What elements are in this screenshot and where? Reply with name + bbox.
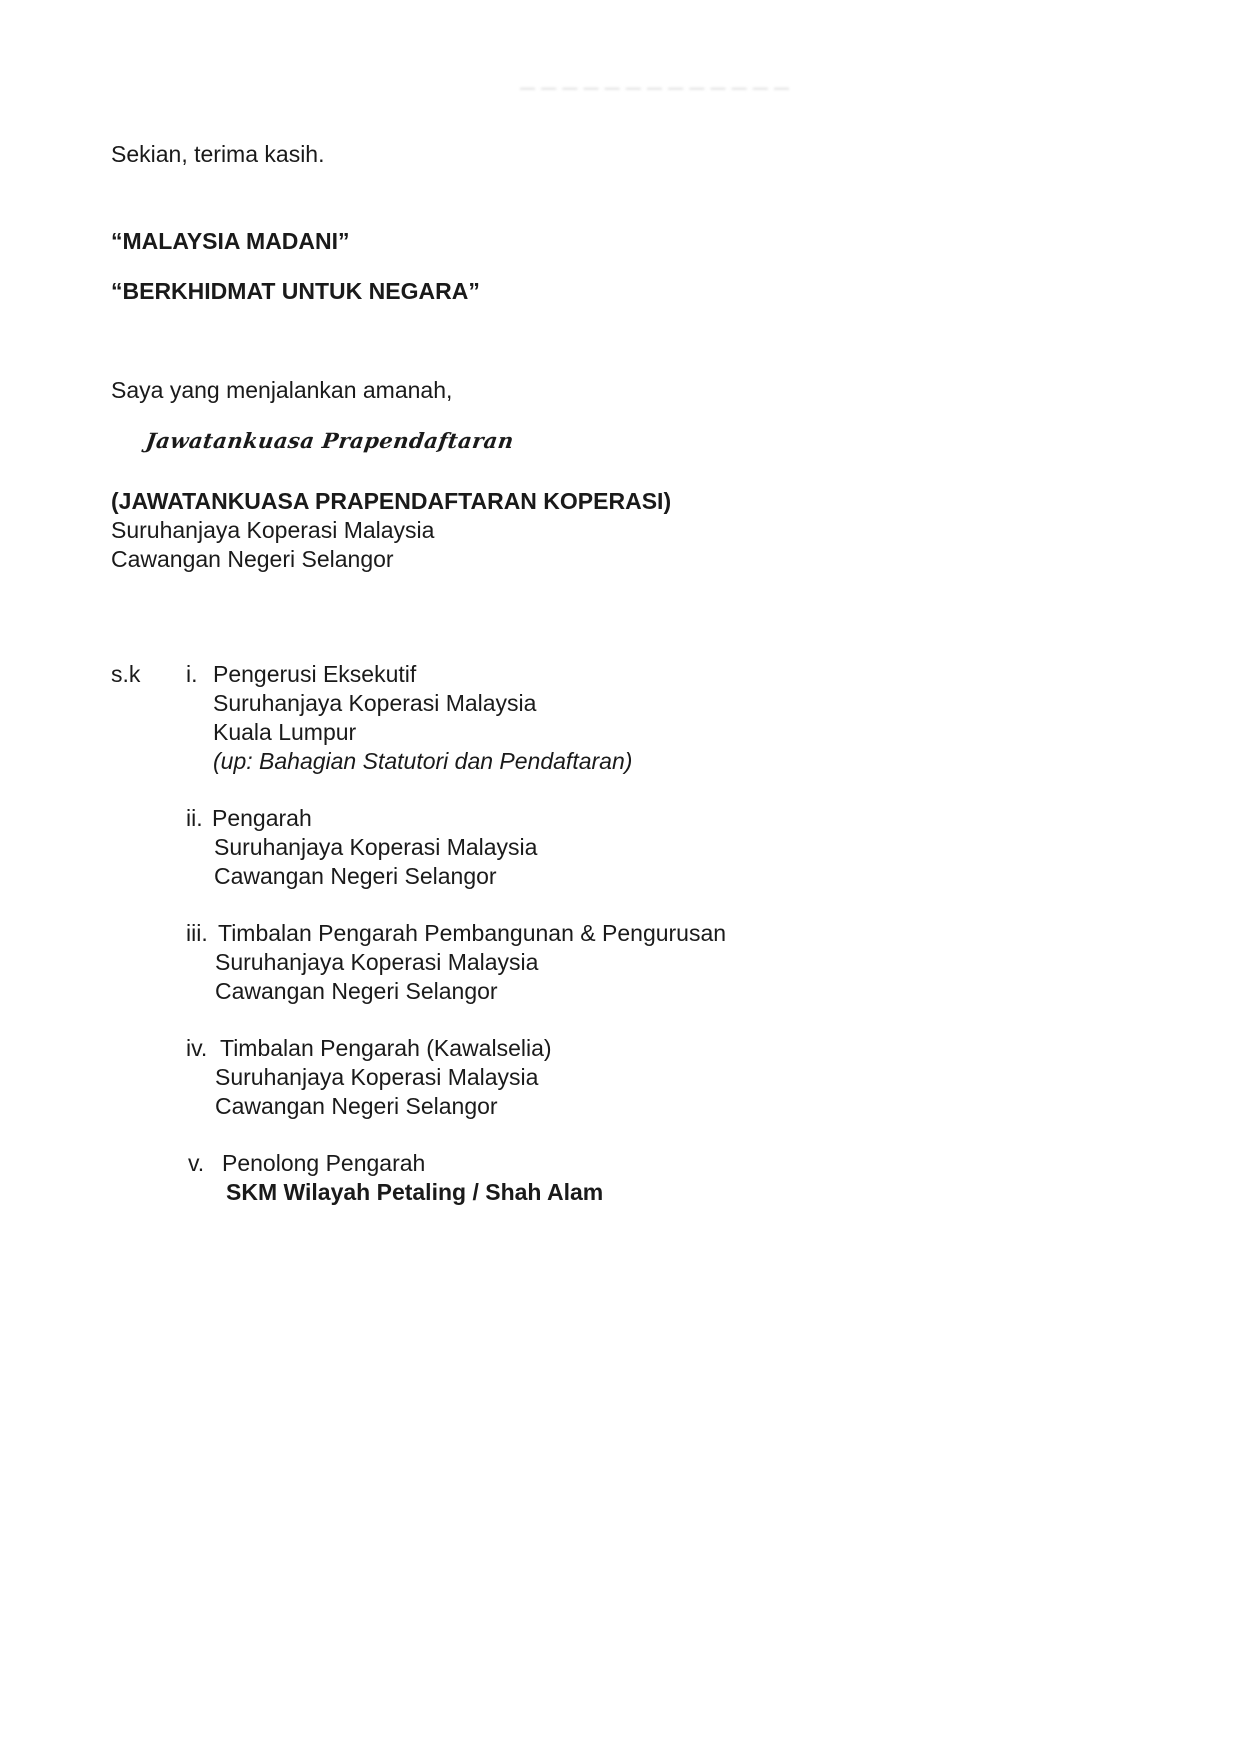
- cc-line: Suruhanjaya Koperasi Malaysia: [215, 1064, 539, 1090]
- cc-title: Pengarah: [212, 805, 312, 831]
- cc-line: Cawangan Negeri Selangor: [215, 978, 498, 1004]
- cc-title: Timbalan Pengarah (Kawalselia): [220, 1035, 552, 1061]
- cc-line: Kuala Lumpur: [213, 719, 357, 745]
- cc-line: Suruhanjaya Koperasi Malaysia: [214, 834, 538, 860]
- cc-line: Cawangan Negeri Selangor: [215, 1093, 498, 1119]
- cc-number: ii.: [186, 805, 203, 831]
- cc-note: (up: Bahagian Statutori dan Pendaftaran): [213, 748, 633, 774]
- cc-line: Suruhanjaya Koperasi Malaysia: [213, 690, 537, 716]
- cc-number: i.: [186, 661, 198, 687]
- cc-number: iv.: [186, 1035, 208, 1061]
- sender-org: Suruhanjaya Koperasi Malaysia: [111, 517, 435, 543]
- cc-office-bold: SKM Wilayah Petaling / Shah Alam: [226, 1179, 604, 1205]
- cc-title: Penolong Pengarah: [222, 1150, 426, 1176]
- motto-madani: “MALAYSIA MADANI”: [111, 228, 350, 254]
- closing-trust: Saya yang menjalankan amanah,: [111, 377, 453, 403]
- cc-line: Suruhanjaya Koperasi Malaysia: [215, 949, 539, 975]
- cc-label: s.k: [111, 661, 141, 687]
- faint-letterhead-bleed: — — — — — — — — — — — — —: [520, 80, 791, 97]
- cc-line: Cawangan Negeri Selangor: [214, 863, 497, 889]
- sender-committee: (JAWATANKUASA PRAPENDAFTARAN KOPERASI): [111, 488, 672, 514]
- motto-berkhidmat: “BERKHIDMAT UNTUK NEGARA”: [111, 278, 480, 304]
- cc-number: v.: [188, 1150, 205, 1176]
- cc-title: Timbalan Pengarah Pembangunan & Pengurusan: [218, 920, 727, 946]
- cc-number: iii.: [186, 920, 208, 946]
- cc-title: Pengerusi Eksekutif: [213, 661, 417, 687]
- closing-thanks: Sekian, terima kasih.: [111, 141, 325, 167]
- committee-signature: Jawatankuasa Prapendaftaran: [144, 428, 516, 453]
- sender-branch: Cawangan Negeri Selangor: [111, 546, 394, 572]
